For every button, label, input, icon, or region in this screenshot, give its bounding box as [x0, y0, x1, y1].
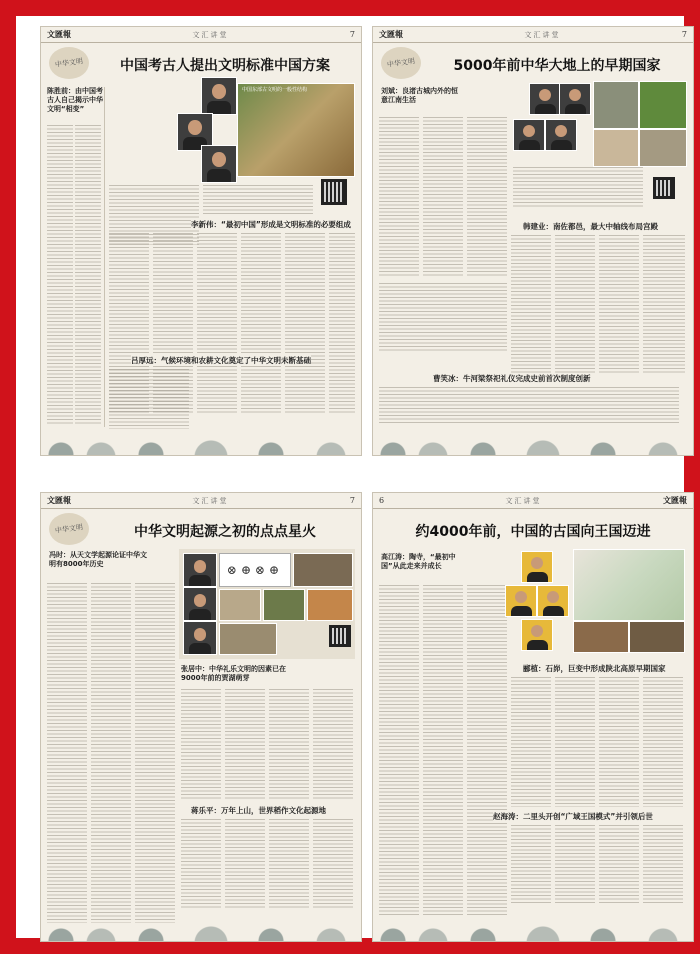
body-text	[47, 583, 87, 923]
column-logo: 中华文明	[381, 47, 421, 79]
artifact-photo	[639, 129, 687, 167]
body-text	[423, 585, 463, 915]
article-title: 蒋乐平：万年上山，世界稻作文化起源地	[191, 806, 326, 815]
body-text	[555, 825, 595, 905]
body-text	[467, 585, 507, 915]
page-number: 7	[681, 30, 687, 39]
artifact-photo	[629, 621, 685, 653]
paper-name: 文匯報	[379, 29, 403, 39]
artifact-photo	[263, 589, 305, 621]
paper-name: 文匯報	[663, 495, 687, 505]
artifact-photo	[593, 129, 639, 167]
artifact-photo	[307, 589, 353, 621]
article-title: 郦植：石峁，巨变中形成陕北高原早期国家	[523, 664, 666, 673]
article-title: 陈胜前：由中国考古人自己揭示中华文明“相变”	[47, 87, 103, 113]
body-text	[379, 283, 507, 353]
article-title: 张居中：中华礼乐文明的因素已在9000年前的贾湖萌芽	[181, 665, 286, 682]
scholar-photo	[545, 119, 577, 151]
page-headline: 约4000年前，中国的古国向王国迈进	[415, 524, 651, 540]
decorative-wave-border	[373, 427, 693, 455]
body-text	[203, 185, 313, 215]
scholar-photo	[521, 551, 553, 583]
site-map-image	[573, 549, 685, 621]
excavation-photo	[593, 81, 639, 129]
body-text	[135, 583, 175, 923]
body-text	[379, 585, 419, 915]
paper-name: 文匯報	[47, 29, 71, 39]
artifact-photo	[219, 589, 261, 621]
section-name: 文汇讲堂	[192, 496, 229, 505]
body-text	[423, 117, 463, 277]
page-masthead	[41, 27, 361, 43]
artifact-photo	[293, 553, 353, 587]
page-masthead	[373, 27, 693, 43]
page-number: 7	[349, 496, 355, 505]
map-caption: 中国东部古文明的一般性结构	[242, 87, 308, 93]
newspaper-page-2	[372, 26, 694, 456]
page-headline: 中国考古人提出文明标准中国方案	[120, 58, 330, 74]
section-name: 文汇讲堂	[524, 30, 561, 39]
body-text	[511, 235, 551, 375]
body-text	[511, 677, 551, 807]
artifact-photo	[573, 621, 629, 653]
body-text	[643, 825, 683, 905]
column-logo: 中华文明	[49, 47, 89, 79]
site-aerial-image	[639, 81, 687, 129]
scholar-photo	[521, 619, 553, 651]
body-text	[643, 235, 685, 375]
article-title: 李新伟：“最初中国”形成是文明标准的必要组成	[191, 220, 351, 229]
article-title: 韩建业：南佐都邑，最大中轴线布局宫殿	[523, 222, 658, 231]
article-title: 刘斌：良渚古城内外的恒意江南生活	[381, 87, 458, 104]
scholar-photo	[513, 119, 545, 151]
body-text	[467, 117, 507, 277]
body-text	[513, 167, 643, 207]
scholar-photo	[537, 585, 569, 617]
body-text	[47, 125, 73, 425]
artifact-photo	[219, 623, 277, 655]
body-text	[599, 235, 639, 375]
body-text	[181, 689, 221, 799]
article-title: 吕厚远：气候环境和农耕文化奠定了中华文明未断基础	[131, 356, 311, 365]
page-masthead	[373, 493, 693, 509]
body-text	[313, 819, 353, 909]
body-text	[511, 825, 551, 905]
decorative-wave-border	[373, 913, 693, 941]
body-text	[643, 677, 683, 807]
article-title: 赵海涛：二里头开创“广域王国模式”并引领后世	[493, 812, 653, 821]
newspaper-page-1	[40, 26, 362, 456]
body-text	[599, 677, 639, 807]
section-name: 文汇讲堂	[192, 30, 229, 39]
paper-name: 文匯報	[47, 495, 71, 505]
body-text	[109, 369, 189, 429]
column-rule	[104, 87, 105, 427]
body-text	[91, 583, 131, 923]
article-title: 高江涛：陶寺，“最初中国”从此走来并成长	[381, 553, 456, 570]
body-text	[181, 819, 221, 909]
scholar-photo	[529, 83, 561, 115]
page-number: 7	[349, 30, 355, 39]
body-text	[329, 233, 355, 413]
body-text	[379, 387, 679, 423]
newspaper-page-4	[372, 492, 694, 942]
page-headline: 中华文明起源之初的点点星火	[134, 524, 316, 540]
body-text	[269, 819, 309, 909]
body-text	[197, 233, 237, 413]
body-text	[555, 677, 595, 807]
decorative-wave-border	[41, 427, 361, 455]
body-text	[225, 689, 265, 799]
section-name: 文汇讲堂	[505, 496, 542, 505]
newspaper-page-3	[40, 492, 362, 942]
body-text	[555, 235, 595, 375]
body-text	[313, 689, 353, 799]
scholar-photo	[183, 553, 217, 587]
column-logo: 中华文明	[49, 513, 89, 545]
map-image	[237, 83, 355, 177]
scholar-photo	[505, 585, 537, 617]
body-text	[241, 233, 281, 413]
scholar-photo	[183, 587, 217, 621]
scholar-photo	[201, 77, 237, 115]
qr-code	[653, 177, 675, 199]
page-masthead	[41, 493, 361, 509]
page-headline: 5000年前中华大地上的早期国家	[453, 58, 661, 74]
scholar-photo	[559, 83, 591, 115]
page-number: 6	[379, 496, 385, 505]
body-text	[285, 233, 325, 413]
scholar-photo	[201, 145, 237, 183]
scholar-photo	[183, 621, 217, 655]
decorative-wave-border	[41, 913, 361, 941]
body-text	[269, 689, 309, 799]
glyph-pattern-image: ⊗⊕⊗⊕	[219, 553, 291, 587]
article-title: 曹笑冰：牛河梁祭祀礼仪完成史前首次制度创新	[433, 374, 591, 383]
body-text	[599, 825, 639, 905]
body-text	[225, 819, 265, 909]
qr-code	[321, 179, 347, 205]
body-text	[75, 125, 101, 425]
newspaper-collage	[16, 16, 687, 938]
body-text	[379, 117, 419, 277]
article-title: 冯时：从天文学起源论证中华文明有8000年历史	[49, 551, 147, 568]
qr-code	[329, 625, 351, 647]
